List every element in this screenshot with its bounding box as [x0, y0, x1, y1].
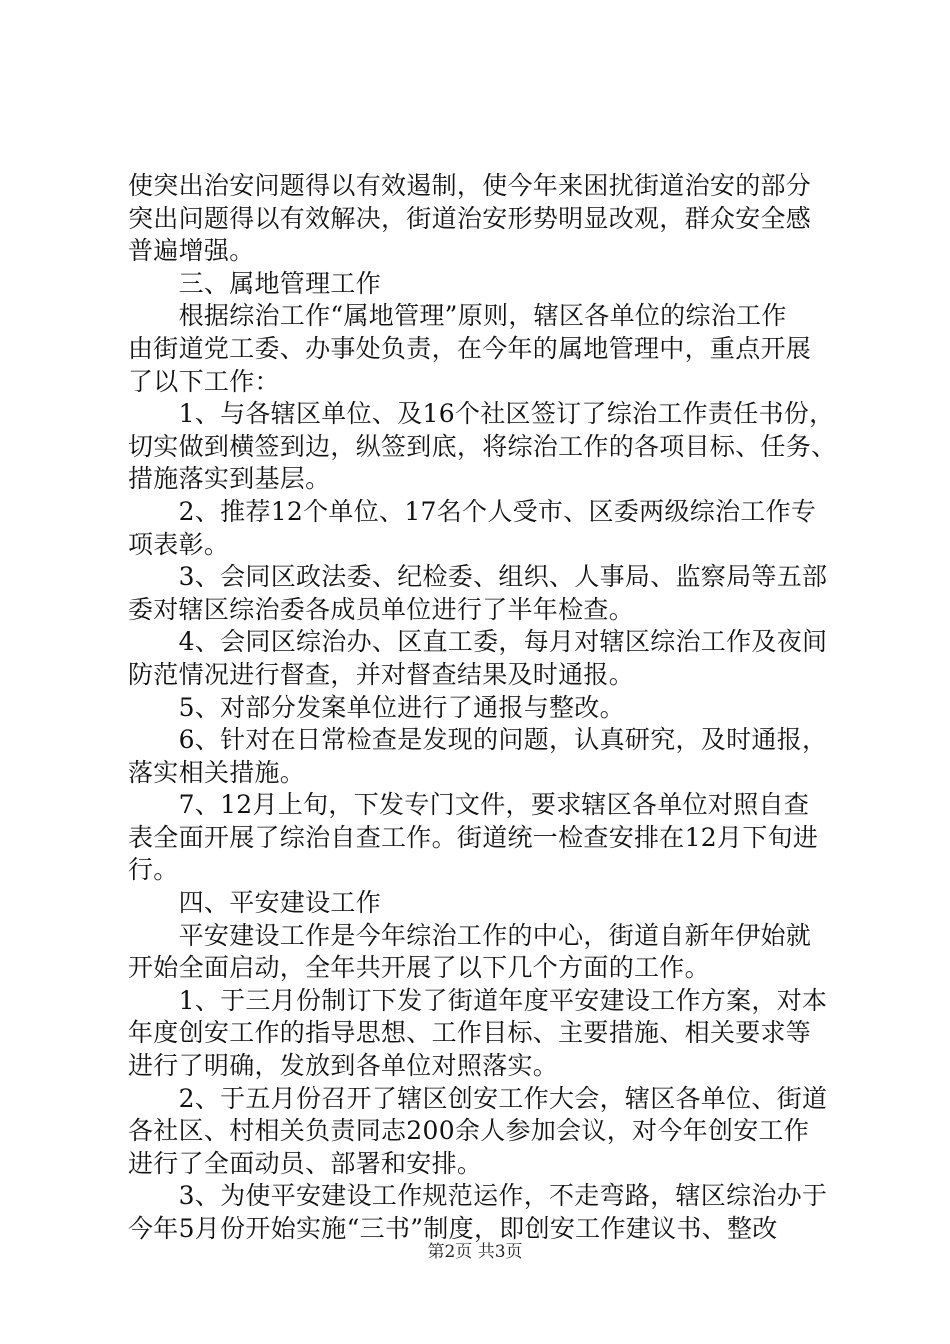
text-line: 进行了明确，发放到各单位对照落实。: [128, 1051, 559, 1081]
text-line: 1、于三月份制订下发了街道年度平安建设工作方案，对本: [128, 985, 828, 1015]
text-line: 由街道党工委、办事处负责，在今年的属地管理中，重点开展: [128, 333, 812, 363]
text-line: 进行了全面动员、部署和安排。: [128, 1148, 483, 1178]
text-line: 使突出治安问题得以有效遏制，使今年来困扰街道治安的部分: [128, 171, 812, 200]
text-line: 2、于五月份召开了辖区创安工作大会，辖区各单位、街道: [128, 1083, 828, 1113]
text-line: 1、与各辖区单位、及16个社区签订了综治工作责任书份，: [128, 399, 835, 429]
text-line: 4、会同区综治办、区直工委，每月对辖区综治工作及夜间: [128, 627, 828, 657]
text-line: 6、针对在日常检查是发现的问题，认真研究，及时通报，: [128, 725, 828, 755]
text-line: 普遍增强。: [128, 236, 255, 266]
text-line: 三、属地管理工作: [128, 268, 382, 298]
text-line: 开始全面启动，全年共开展了以下几个方面的工作。: [128, 953, 710, 983]
text-line: 2、推荐12个单位、17名个人受市、区委两级综治工作专: [128, 496, 817, 526]
text-line: 年度创安工作的指导思想、工作目标、主要措施、相关要求等: [128, 1018, 812, 1048]
text-line: 根据综治工作“属地管理”原则，辖区各单位的综治工作: [128, 301, 787, 331]
text-line: 委对辖区综治委各成员单位进行了半年检查。: [128, 594, 635, 624]
text-line: 行。: [128, 855, 179, 885]
text-line: 表全面开展了综治自查工作。街道统一检查安排在12月下旬进: [128, 822, 819, 852]
text-line: 措施落实到基层。: [128, 464, 331, 494]
text-line: 突出问题得以有效解决，街道治安形势明显改观，群众安全感: [128, 203, 812, 233]
text-line: 防范情况进行督查，并对督查结果及时通报。: [128, 659, 635, 689]
text-line: 了以下工作：: [128, 366, 280, 396]
text-line: 5、对部分发案单位进行了通报与整改。: [128, 692, 625, 722]
text-line: 今年5月份开始实施“三书”制度，即创安工作建议书、整改: [128, 1214, 778, 1243]
text-line: 3、为使平安建设工作规范运作，不走弯路，辖区综治办于: [128, 1181, 828, 1211]
text-line: 3、会同区政法委、纪检委、组织、人事局、监察局等五部: [128, 562, 828, 592]
text-line: 落实相关措施。: [128, 757, 306, 787]
text-line: 四、平安建设工作: [128, 888, 382, 918]
text-line: 切实做到横签到边，纵签到底，将综治工作的各项目标、任务、: [128, 431, 837, 461]
document-body: [128, 170, 840, 1246]
text-line: 7、12月上旬，下发专门文件，要求辖区各单位对照自查: [128, 790, 810, 820]
page-footer: 第2页 共3页: [427, 1242, 523, 1262]
text-line: 平安建设工作是今年综治工作的中心，街道自新年伊始就: [128, 920, 812, 950]
text-line: 各社区、村相关负责同志200余人参加会议，对今年创安工作: [128, 1116, 810, 1146]
text-line: 项表彰。: [128, 529, 230, 559]
